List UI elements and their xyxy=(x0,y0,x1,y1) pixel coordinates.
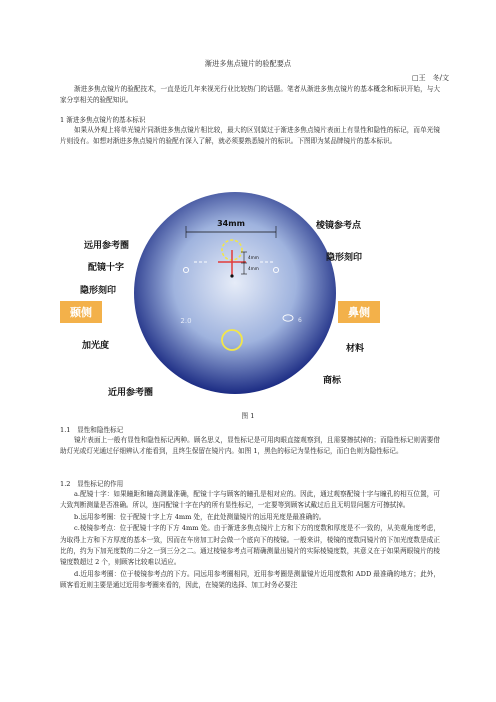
item-c: c.棱镜参考点：位于配镜十字的下方 4mm 处。由于渐进多焦点镜片上方和下方的度数和厚度是不一致的，从美观角度考虑，为取得上方和下方厚度的基本一致，因而在车房加工时会做一个底向下的棱镜。一般来讲，棱镜的度数同镜片的下加光度数是成正比的，约为下加光度数的二分之一到三分之二。通过棱镜参考点可精确测量出镜片的实际棱镜度数，其意义在于如果两眼镜片的棱镜度数超过 2 个，则顾客比较难以适应。 xyxy=(60,524,440,567)
label-brand: 商标 xyxy=(323,376,342,386)
item-b: b.远用参考圈：位于配镜十字上方 4mm 处，在此处测量镜片的远用光度是最准确的。 xyxy=(74,512,326,521)
figure-caption: 图 1 xyxy=(241,412,255,420)
material-code: 6 xyxy=(298,317,302,324)
dimension-4mm-lower: 4mm xyxy=(248,266,259,271)
label-far-circle: 远用参考圈 xyxy=(84,241,130,251)
label-hidden-left: 隐形刻印 xyxy=(80,286,117,296)
section-1-2-body xyxy=(60,489,440,592)
temporal-label: 颞侧 xyxy=(70,306,92,319)
label-near-circle: 近用参考圈 xyxy=(108,388,154,398)
section-1-1-paragraph: 镜片表面上一般有显性和隐性标记两种。顾名思义，显性标记是可用肉眼直接观察到，且需要擦拭掉的；而隐性标记则需要借助灯光或灯光通过仔细辨认才能看到，且终生保留在镜片内。如图 1，黑色的标记为显性标记，而白色则为隐性标记。 xyxy=(60,436,440,456)
dimension-34mm: 34mm xyxy=(217,219,245,228)
section-1-2-heading: 1.2 显性标记的作用 xyxy=(60,480,124,488)
section-1-1-heading: 1.1 显性和隐性标记 xyxy=(60,426,124,434)
label-fitting-cross: 配镜十字 xyxy=(88,263,125,273)
intro-paragraph: 渐进多焦点镜片的验配技术，一直是近几年来视光行业比较热门的话题。笔者从渐进多焦点镜片的基本概念和标识开始，与大家分享相关的验配知识。 xyxy=(60,85,440,105)
document-title: 渐进多焦点镜片的验配要点 xyxy=(204,59,292,68)
label-hidden-right: 隐形刻印 xyxy=(326,253,363,263)
section-1-paragraph: 如果从外观上将单光镜片同渐进多焦点镜片相比较，最大的区别莫过于渐进多焦点镜片表面上有显性和隐性的标记，而单光镜片则没有。如想对渐进多焦点镜片的验配有深入了解，就必须要熟悉镜片的标识。下图即为某品牌镜片的基本标识。 xyxy=(60,126,440,146)
author-line: □王 冬/文 xyxy=(412,74,449,82)
dimension-4mm-upper: 4mm xyxy=(248,255,259,260)
item-d: d.近用参考圈：位于棱镜参考点的下方。同远用参考圈相同，近用参考圈是测量镜片近用度数和 ADD 最准确的地方；此外，顾客看近则主要是通过近用参考圈来看的，因此，在镜架的选择、加工时务必要注 xyxy=(60,569,440,590)
prism-reference-point xyxy=(230,274,233,277)
item-a: a.配镜十字：如果瞳距和瞳高测量准确，配镜十字与顾客的瞳孔是相对应的。因此，通过观察配镜十字与瞳孔的相互位置，可大致判断测量是否准确。所以，连同配镜十字在内的所有显性标记，一定要等到顾客试戴过后且无明显问题方可擦拭掉。 xyxy=(60,490,440,510)
lens-diagram xyxy=(60,192,440,404)
label-add-power: 加光度 xyxy=(82,341,110,351)
nasal-label: 鼻侧 xyxy=(348,306,370,319)
section-1-heading: 1 渐进多焦点镜片的基本标识 xyxy=(60,116,146,124)
label-prism-point: 棱镜参考点 xyxy=(316,221,362,231)
add-power-value: 2.0 xyxy=(180,317,192,325)
label-material: 材料 xyxy=(346,344,365,354)
